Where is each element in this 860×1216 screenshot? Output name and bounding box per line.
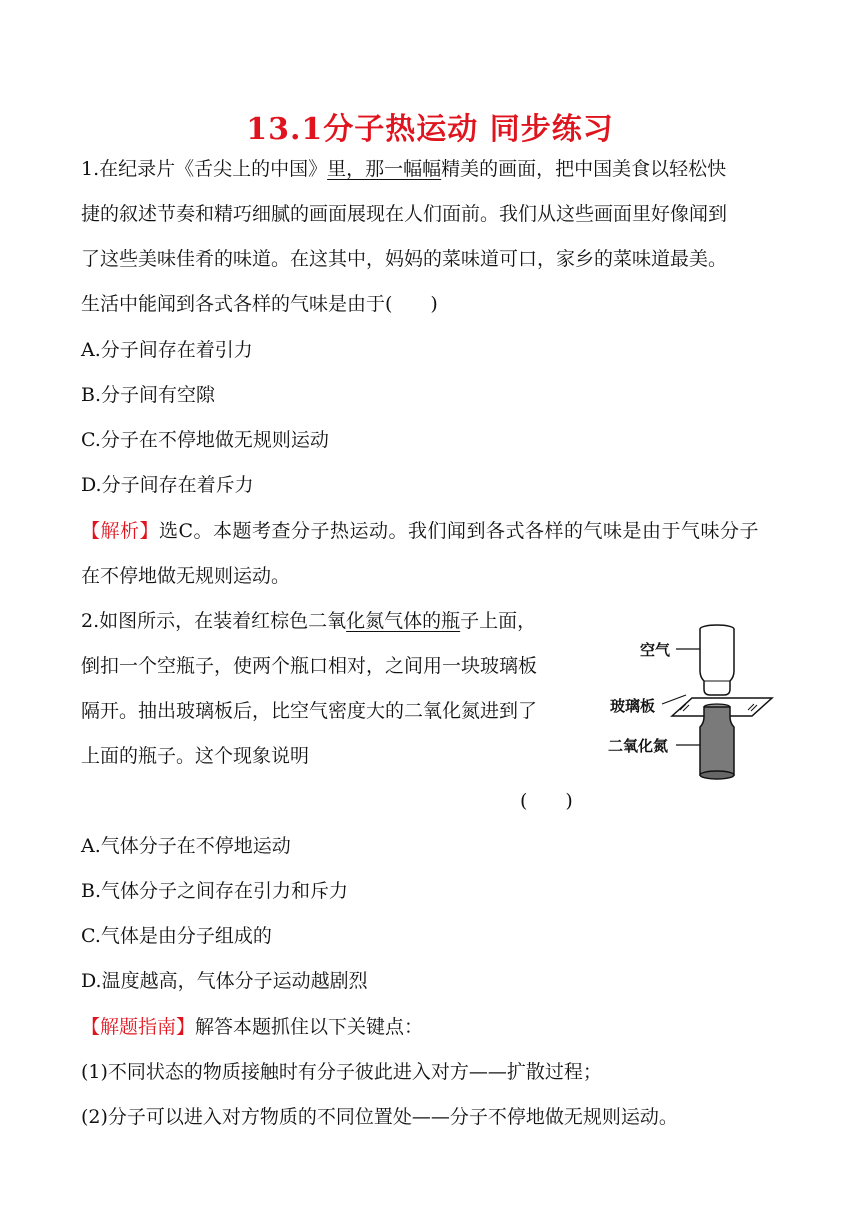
q2-option-a: A.气体分子在不停地运动 <box>81 835 291 857</box>
q2-option-d: D.温度越高，气体分子运动越剧烈 <box>81 970 368 992</box>
q2-key-point-2: (2)分子可以进入对方物质的不同位置处——分子不停地做无规则运动。 <box>81 1106 678 1128</box>
q2-answer-blank: ( ) <box>520 790 573 812</box>
q1-option-d: D.分子间存在着斥力 <box>81 474 254 496</box>
q1-stem-line-2: 捷的叙述节奏和精巧细腻的画面展现在人们面前。我们从这些画面里好像闻到 <box>81 203 728 225</box>
q1-analysis-text: 选C。本题考查分子热运动。我们闻到各式各样的气味是由于气味分子 <box>159 520 760 542</box>
diffusion-figure <box>600 615 790 790</box>
q1-analysis-tag: 【解析】 <box>81 520 160 542</box>
q1-option-b: B.分子间有空隙 <box>81 384 216 406</box>
q2-stem-line-2: 倒扣一个空瓶子，使两个瓶口相对，之间用一块玻璃板 <box>81 655 538 677</box>
q1-stem-line-1-underlined: 里，那一幅幅 <box>327 158 442 180</box>
q1-option-c: C.分子在不停地做无规则运动 <box>81 429 329 451</box>
lower-bottle <box>700 704 734 779</box>
q1-option-a: A.分子间存在着引力 <box>81 339 253 361</box>
q2-stem-line-4: 上面的瓶子。这个现象说明 <box>81 745 310 767</box>
q2-stem-line-1 <box>81 607 536 635</box>
q2-guide-line <box>81 1013 423 1041</box>
q2-option-c: C.气体是由分子组成的 <box>81 925 272 947</box>
q2-guide-text: 解答本题抓住以下关键点： <box>195 1016 424 1038</box>
q1-stem-line-1-pre: 1.在纪录片《舌尖上的中国》 <box>81 158 328 180</box>
glass-leader-line <box>662 695 686 704</box>
label-air: 空气 <box>640 641 671 659</box>
q2-stem-line-3: 隔开。抽出玻璃板后，比空气密度大的二氧化氮进到了 <box>81 700 538 722</box>
q1-stem-line-1 <box>81 155 726 183</box>
page-title: 13.1分子热运动 同步练习 <box>246 112 614 147</box>
q2-stem-line-1-post: 子上面， <box>460 610 537 632</box>
upper-bottle <box>700 625 734 695</box>
q1-analysis-line-2: 在不停地做无规则运动。 <box>81 565 291 587</box>
label-nitrogen-dioxide: 二氧化氮 <box>608 737 669 755</box>
q2-stem-line-1-underlined: 化氮气体的瓶 <box>346 610 461 632</box>
q2-stem-line-1-pre: 2.如图所示，在装着红棕色二氧 <box>81 610 347 632</box>
q2-guide-tag: 【解题指南】 <box>81 1016 196 1038</box>
q1-stem-line-3: 了这些美味佳肴的味道。在这其中，妈妈的菜味道可口，家乡的菜味道最美。 <box>81 248 728 270</box>
q1-analysis-line-1 <box>81 517 759 545</box>
q1-stem-line-4: 生活中能闻到各式各样的气味是由于( ) <box>81 293 438 315</box>
label-glass-plate: 玻璃板 <box>610 697 656 715</box>
q2-key-point-1: (1)不同状态的物质接触时有分子彼此进入对方——扩散过程； <box>81 1061 602 1083</box>
q2-option-b: B.气体分子之间存在引力和斥力 <box>81 880 349 902</box>
q1-stem-line-1-post: 精美的画面，把中国美食以轻松快 <box>441 158 727 180</box>
